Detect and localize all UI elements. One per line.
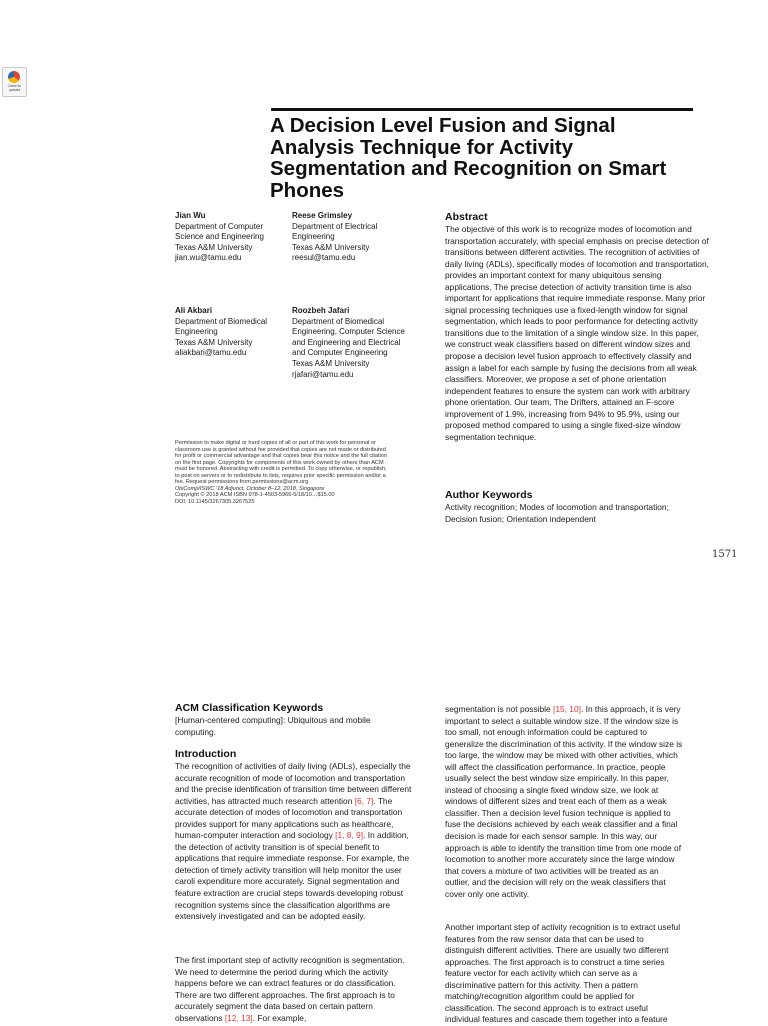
citation-link[interactable]: [6, 7] [354,795,374,806]
keywords-heading: Author Keywords [445,489,533,501]
abstract-heading: Abstract [445,211,488,223]
author-affiliation: Department of Biomedical [175,316,268,326]
notice-line: to post on servers or to redistribute to lists, requires prior specific permission and/or a [175,472,386,479]
author-affiliation: and Computer Engineering [292,348,388,358]
text-run: . For example, [252,1012,307,1023]
notice-line: fee. Request permissions from permissions@acm.org. [175,479,310,486]
intro-paragraph-2 [175,955,415,1024]
author-affiliation: Department of Electrical [292,221,378,231]
text-run: . In addition, the detection of activity transition is of special benefit to applications that require immediate response. For example, the detection of timely activity transition will help monitor the user caroli expenditure more accurately. Signal segmentation and feature extraction are crucial steps towards developing robust recognition systems since the classification algorithms are extensively investigated and can be adopted easily. [175,830,410,922]
right-paragraph-2: Another important step of activity recognition is to extract useful features from the raw sensor data that can be used to distinguish different activities. There are usually two different approaches. The first approach is to construct a time series feature vector for each activity which can serve as a discriminative pattern for this activity. Then a pattern matching/recognition algorithm could be applied for classification. The second approach is to extract useful individual features and cascade them together into a feature [445,922,681,1025]
text-run: The recognition of activities of daily living (ADLs), especially the accurate recognition of mode of locomotion and transportation and the precise identification of transition time between different activities, has attracted much research attention [175,761,412,806]
paper-title: A Decision Level Fusion and Signal Analysis Technique for Activity Segmentation and Recognition on Smart Phones [270,114,667,202]
author-block [175,211,285,264]
notice-line: on the first page. Copyrights for components of this work owned by others than ACM [175,459,384,466]
text-run: . In this approach, it is very important to select a suitable window size. If the window size is too small, not enough information could be captured to generalize the discrimination of this activity. If the window size is too large, the window may be mixed with other activities, which will affect the classification performance. In practice, people usually select the best window size empirically. In this paper, instead of choosing a single fixed window size, we look at windows of different sizes and treat each of them as a weak classifier. Then a decision level fusion technique is applied to fuse the decisions achieved by each weak classifier and a final decision is made for each sensor sample. In this way, our approach is able to identify the transition time from one mode of locomotion to another more accurately since the large window that covers a mixture of two activities will be treated as an outlier, and the decision will rely on the weak classifiers that cover only one activity. [445,704,683,899]
author-affiliation: Engineering [175,327,218,337]
intro-paragraph-1 [175,761,415,923]
author-email: aliakbari@tamu.edu [175,348,247,358]
notice-line: must be honored. Abstracting with credit is permitted. To copy otherwise, or republish, [175,466,387,473]
text-run: The first important step of activity recognition is segmentation. We need to determine the period during which the activity happens before we can extract features or do classification. There are two different approaches. The first approach is to accurately segment the data based on certain pattern observations [175,955,405,1023]
author-affiliation: Engineering [292,232,335,242]
author-name: Jian Wu [175,211,206,220]
keywords-text: Activity recognition; Modes of locomotion and transportation; Decision fusion; Orientation independent [445,502,669,524]
check-for-updates-icon [8,71,20,83]
author-email: rjafari@tamu.edu [292,369,354,379]
author-affiliation: Department of Computer [175,221,264,231]
author-affiliation: Texas A&M University [292,358,370,368]
author-block [292,211,417,264]
abstract-text: The objective of this work is to recognize modes of locomotion and transportation accurately, with special emphasis on precise detection of transitions between different activities. The recognition of activities of daily living (ADLs), specifically modes of locomotion and transportation, provides an important context for many ubiquitous sensing applications. The precise detection of activity transition time is also important for applications that require immediate response. Many prior signal processing techniques use a fixed-length window for signal segmentation, which leads to poor performance for detecting activity transitions due to the limitation of a single window size. In this paper, we construct weak classifiers based on different window sizes and propose a decision level fusion approach to effectively classify and assign a label for each sample by fusing the decisions from all weak classifiers. Moreover, we propose a set of phone orientation independent features to ensure the system can work with arbitrary phone orientation. Our team, The Drifters, attained an F-score improvement of 1.9%, increasing from 94% to 95.9%, using our proposed method compared to using a single fixed-size window segmentation technique. [445,224,709,442]
author-name: Ali Akbari [175,306,213,315]
copyright-notice [175,440,415,505]
right-paragraph-1 [445,704,685,900]
title-rule [271,108,693,111]
notice-line: classroom use is granted without fee provided that copies are not made or distributed [175,446,386,453]
author-affiliation: Engineering, Computer Science [292,327,405,337]
author-email: reesul@tamu.edu [292,253,356,263]
acm-keywords-heading: ACM Classification Keywords [175,702,324,714]
author-affiliation: Texas A&M University [292,242,370,252]
author-affiliation: Science and Engineering [175,232,264,242]
citation-link[interactable]: [12, 13] [224,1012,253,1023]
author-name: Roozbeh Jafari [292,306,350,315]
author-affiliation: and Engineering and Electrical [292,337,401,347]
introduction-heading: Introduction [175,748,237,760]
author-name: Reese Grimsley [292,211,353,220]
author-email: jian.wu@tamu.edu [175,253,242,263]
text-run: . The accurate detection of modes of locomotion and transportation provides support for many applications such as healthcare, human-computer interaction and sociology [175,795,403,841]
author-block [292,306,422,380]
doi-line: DOI: 10.1145/3267305.3267525 [175,498,255,505]
author-affiliation: Texas A&M University [175,242,253,252]
acm-keywords-text: [Human-centered computing]: Ubiquitous and mobile computing. [175,715,371,737]
notice-line: UbiComp/ISWC '18 Adjunct, October 8–12, 2018, Singapore [175,485,325,492]
check-for-updates-badge[interactable] [2,67,27,97]
page-number: 1571 [712,549,738,560]
check-for-updates-label: Check for updates [7,84,22,92]
citation-link[interactable]: [1, 8, 9] [335,830,364,841]
notice-line: for profit or commercial advantage and that copies bear this notice and the full citation [175,453,388,460]
notice-line: Copyright © 2018 ACM ISBN 978-1-4503-5966-5/18/10…$15.00 [175,492,335,499]
author-affiliation: Department of Biomedical [292,316,385,326]
notice-line: Permission to make digital or hard copies of all or part of this work for personal or [175,440,376,446]
text-run: segmentation is not possible [445,704,554,714]
citation-link[interactable]: [15, 10] [553,704,581,714]
author-block [175,306,285,359]
author-affiliation: Texas A&M University [175,337,253,347]
